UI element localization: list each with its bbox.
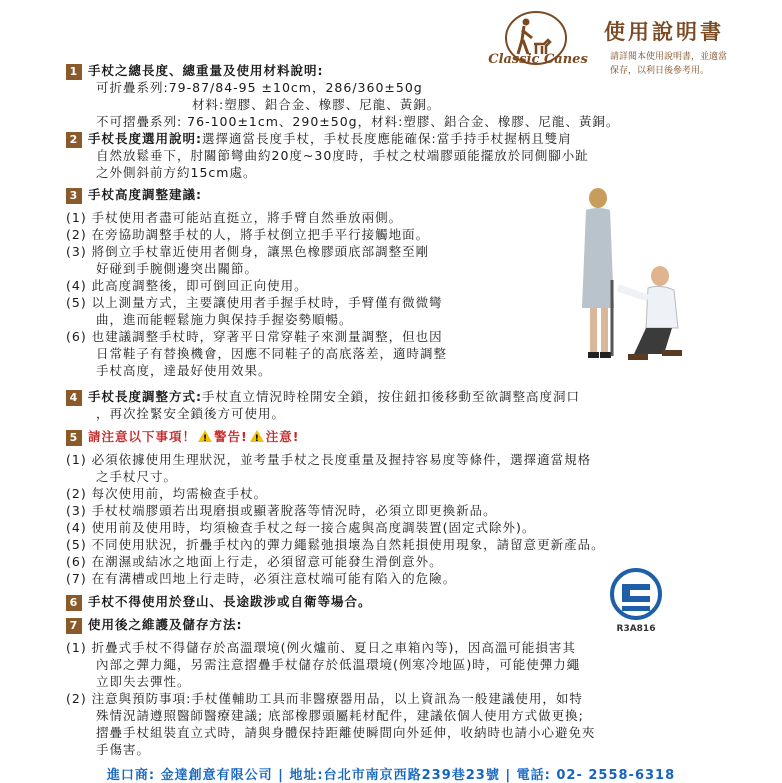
section-3-heading: 3 手杖高度調整建議: bbox=[66, 186, 202, 204]
list-item: 日常鞋子有替換機會，因應不同鞋子的高底落差，適時調整 bbox=[96, 346, 448, 361]
section-1-line: 材料:塑膠、鋁合金、橡膠、尼龍、黃銅。 bbox=[192, 97, 441, 112]
section-number: 4 bbox=[66, 390, 82, 406]
list-item: (4) 此高度調整後，即可倒回正向使用。 bbox=[66, 278, 308, 293]
section-1-line: 不可摺疊系列: 76-100±1cm、290±50g，材料:塑膠、鋁合金、橡膠、尼龍、黃銅。 bbox=[96, 114, 620, 129]
list-item: (2) 每次使用前，均需檢查手杖。 bbox=[66, 486, 268, 501]
list-item: (7) 在有溝槽或凹地上行走時，必須注意杖端可能有陷入的危險。 bbox=[66, 571, 457, 586]
list-item: 好碰到手腕側邊突出關節。 bbox=[96, 261, 259, 276]
section-2-line: 自然放鬆垂下，肘關節彎曲約20度~30度時，手杖之杖端膠頭能擺放於同側腳小趾 bbox=[96, 148, 589, 163]
warning-icon bbox=[250, 430, 264, 442]
section-2-heading: 2 手杖長度選用說明:選擇適當長度手杖，手杖長度應能確保:當手持手杖握柄且雙肩 bbox=[66, 130, 572, 148]
section-number: 2 bbox=[66, 132, 82, 148]
certification-mark-icon bbox=[604, 564, 668, 624]
list-item: 殊情況請遵照醫師醫療建議; 底部橡膠頭屬耗材配件，建議依個人使用方式做更換; bbox=[96, 708, 584, 723]
list-item: (5) 以上測量方式，主要讓使用者手握手杖時，手臂僅有微微彎 bbox=[66, 295, 443, 310]
list-item: 摺疊手杖組裝直立式時，請與身體保持距離使瞬間向外延伸，收納時也請小心避免夾 bbox=[96, 725, 596, 740]
list-item: (3) 手杖杖端膠頭若出現磨損或顯著脫落等情況時，必須立即更換新品。 bbox=[66, 503, 497, 518]
list-item: (1) 折疊式手杖不得儲存於高溫環境(例火爐前、夏日之車箱內等)，因高溫可能損害其 bbox=[66, 640, 576, 655]
list-item: 手杖高度，達最好使用效果。 bbox=[96, 363, 272, 378]
section-number: 1 bbox=[66, 64, 82, 80]
section-4-line: ，再次拴緊安全鎖後方可使用。 bbox=[96, 406, 286, 421]
list-item: (4) 使用前及使用時，均須檢查手杖之每一接合處與高度調裝置(固定式除外)。 bbox=[66, 520, 536, 535]
list-item: 之手杖尺寸。 bbox=[96, 469, 178, 484]
section-7-heading: 7 使用後之維護及儲存方法: bbox=[66, 616, 243, 634]
list-item: (6) 在潮濕或結冰之地面上行走，必須留意可能發生滑倒意外。 bbox=[66, 554, 443, 569]
section-number: 5 bbox=[66, 430, 82, 446]
list-item: (2) 注意與預防事項:手杖僅輔助工具而非醫療器用品，以上資訊為一般建議使用，如特 bbox=[66, 691, 583, 706]
list-item: 立即失去彈性。 bbox=[96, 674, 191, 689]
brand-name: Classic Canes bbox=[488, 52, 588, 67]
page-title: 使用說明書 bbox=[604, 20, 724, 44]
page-subtitle: 請詳閱本使用說明書，並適當 保存，以利日後參考用。 bbox=[610, 52, 728, 76]
section-number: 6 bbox=[66, 595, 82, 611]
section-5-heading: 5 請注意以下事項！! 警告!! 注意! bbox=[66, 428, 299, 446]
list-item: 內部之彈力繩，另需注意摺疊手杖儲存於低溫環境(例寒冷地區)時，可能使彈力繩 bbox=[96, 657, 581, 672]
list-item: 手傷害。 bbox=[96, 742, 151, 757]
list-item: (2) 在旁協助調整手杖的人，將手杖倒立把手平行接觸地面。 bbox=[66, 227, 430, 242]
section-6-heading: 6 手杖不得使用於登山、長途跋涉或自衛等場合。 bbox=[66, 593, 372, 611]
list-item: (6) 也建議調整手杖時，穿著平日常穿鞋子來測量調整，但也因 bbox=[66, 329, 443, 344]
section-1-line: 可折疊系列:79-87/84-95 ±10cm，286/360±50g bbox=[96, 80, 423, 95]
list-item: 曲，進而能輕鬆施力與保持手握姿勢順暢。 bbox=[96, 312, 353, 327]
list-item: (1) 必須依據使用生理狀況，並考量手杖之長度重量及握持容易度等條件，選擇適當規格 bbox=[66, 452, 592, 467]
section-2-line: 之外側斜前方約15cm處。 bbox=[96, 165, 257, 180]
section-number: 3 bbox=[66, 188, 82, 204]
section-number: 7 bbox=[66, 618, 82, 634]
warning-icon bbox=[198, 430, 212, 442]
importer-footer: 進口商: 金達創意有限公司 | 地址:台北市南京西路239巷23號 | 電話: 02- 2558-6318 bbox=[106, 768, 676, 783]
section-4-heading: 4 手杖長度調整方式:手杖直立情況時栓開安全鎖，按住鈕扣後移動至欲調整高度洞口 bbox=[66, 388, 580, 406]
list-item: (5) 不同使用狀況，折疊手杖內的彈力繩鬆弛損壞為自然耗損使用現象，請留意更新產品。 bbox=[66, 537, 605, 552]
list-item: (1) 手杖使用者盡可能站直挺立，將手臂自然垂放兩側。 bbox=[66, 210, 403, 225]
cane-measuring-photo bbox=[568, 188, 698, 374]
certification-code: R3A816 bbox=[616, 624, 656, 634]
list-item: (3) 將倒立手杖靠近使用者側身，讓黑色橡膠頭底部調整至剛 bbox=[66, 244, 430, 259]
section-1-heading: 1 手杖之總長度、總重量及使用材料說明: bbox=[66, 62, 324, 80]
